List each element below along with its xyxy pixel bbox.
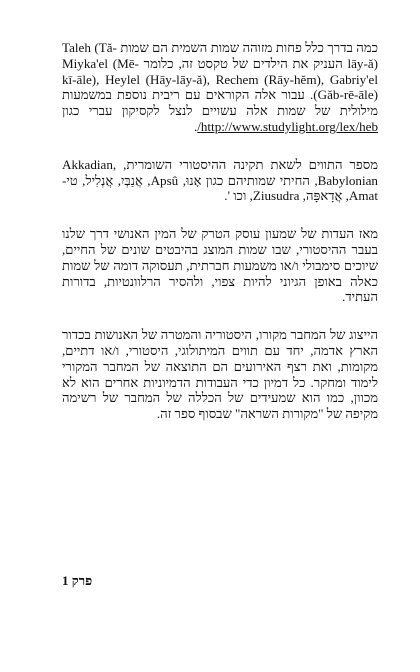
chapter-footer: פרק 1 [62, 573, 93, 588]
lexicon-link[interactable]: http://www.studylight.org/lex/heb/ [197, 118, 378, 134]
paragraph-names-lexicon [62, 40, 378, 135]
document-page [62, 40, 378, 444]
paragraph-names-meaning: מאז העדות של שמעון עוסק הטרק של המין האנושי דרך שלנו בעבר ההיסטורי, שבו שמות המוצג בהיבטים שונים של החיים, שיוכים סימבולי ו/או משמעות חברתית, תעסוקה דומה של שמות כאלה באופן הגיוני להיות צפוי, ולהסיר הרלוונטיות, בדורות העתיד. [62, 226, 378, 305]
paragraph-text-end: . [193, 118, 198, 134]
paragraph-author-disclaimer: הייצוג של המחבר מקורו, היסטוריה והמטרה של האנושות בכדור הארץ אדמה, יחד עם תווים המיתולוגי, היסטורי, ו/או דתיים, מקומות, ואת רצף האירועים הם התוצאה של המחבר המקורי לימוד ומחקר. כל דמיון כדי העבודות הדמיוניות אחרים הוא לא מכוון, כמו הוא שמעידים של הכללה של המחבר של רשימה מקיפה של "מקורות השראה" שבסוף ספר זה. [62, 327, 378, 422]
paragraph-historical-characters: מספר התווים לשאת תקינה ההיסטורי השומרית, Akkadian, Babylonian, החיתי שמותיהם כגון אָנוּ, Apsû, אֲנַבְּיִ, אֲנְלִיל, טי-Amat, אֲדָאפָּה, Ziusudra, וכו '. [62, 156, 378, 204]
paragraph-text: כמה בדרך כלל פחות מזוהה שמות השמית הם שמות Taleh (Tă-lāy-ă) העניק את הילדים של טקסט זה, כלומר Miyka'el (Mē-kī-āle), Heylel (Hāy-lāy-ă), Rechem (Rāy-hĕm), Gabriy'el (Găb-rē-āle). עבור אלה הקוראים עם ריבית נוספת במשמעות מילולית של שמות אלה עשויים לנצל לקסיקון עברי כגון [62, 40, 379, 119]
